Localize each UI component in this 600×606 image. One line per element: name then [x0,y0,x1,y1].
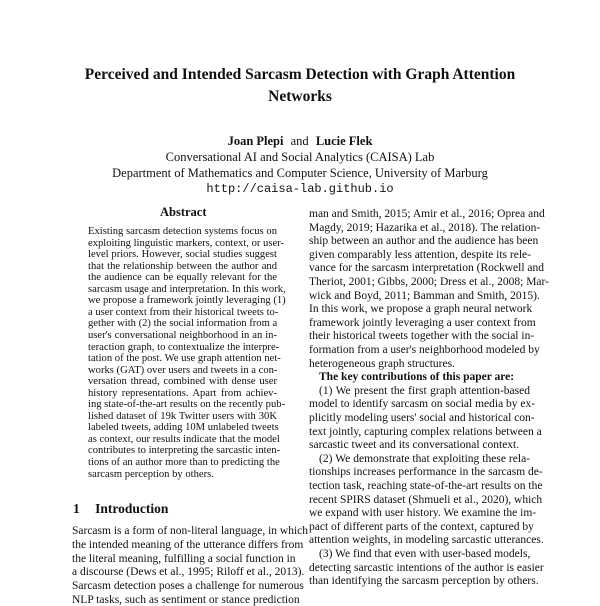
abstract-line: the audience can be equally relevant for the [88,272,277,284]
abstract-line: as context, our results indicate that the model [88,433,280,445]
intro-line: the literal meaning, fulfilling a social function in [72,552,296,565]
body-line: Theriot, 2001; Gibbs, 2000; Dress et al., 2008; Mar- [309,276,549,288]
contributions-heading: The key contributions of this paper are: [319,371,515,384]
body-line: formation from a user's neighborhood modeled by [309,344,540,356]
abstract-line: that the relationship between the author and [88,260,277,272]
contribution-line: tionships increases performance in the sarcasm de- [309,466,543,479]
abstract-heading: Abstract [160,205,207,219]
body-line: man and Smith, 2015; Amir et al., 2016; Oprea and [309,208,545,220]
body-line: vance for the sarcasm interpretation (Rockwell and [309,262,545,275]
contribution-line: than identifying the sarcasm perception by others. [309,575,539,588]
contribution-line: detecting sarcastic intentions of the author is easier [309,561,544,574]
abstract-line: gether with (2) the social information from a [88,318,278,330]
body-line: In this work, we propose a graph neural network [309,303,533,316]
abstract-line: versation thread, combined with dense user [88,376,277,388]
abstract-line: a user context from their historical tweets to- [88,306,279,318]
contribution-line: tection task, reaching state-of-the-art results on the [309,480,543,492]
body-line: given comparably less attention, despite its rele- [309,248,531,261]
contribution-line: (3) We find that even with user-based models, [319,548,531,560]
abstract-line: labeled tweets, adding 10M unlabeled tweets [88,422,279,434]
contribution-line: we expand with user history. We examine the im- [309,507,537,520]
affiliation: Conversational AI and Social Analytics (CAISA) Lab [165,150,435,164]
intro-line: NLP tasks, such as sentiment or stance prediction [72,593,300,606]
authors-and: and [290,134,309,148]
contribution-line: text jointly, capturing complex relations between a [309,425,542,438]
authors [0,134,600,149]
abstract-line: history representations. Apart from achiev- [88,387,277,399]
body-line: ship between an author and the audience has been [309,235,539,248]
abstract-line: ing state-of-the-art results on the recently pub- [88,399,286,411]
section-number: 1 [73,501,80,516]
body-line: heterogeneous graph structures. [309,357,455,370]
contribution-line: (1) We present the first graph attention-based [319,384,530,397]
intro-heading [73,501,168,517]
abstract-line: teraction graph, to contextualize the interpre- [88,341,280,353]
contribution-line: recent SPIRS dataset (Shmueli et al., 2020), which [309,493,543,506]
body-line: wick and Boyd, 2011; Bamman and Smith, 2015). [309,289,540,302]
intro-line: the intended meaning of the utterance differs from [72,538,304,551]
paper-title-line-2: Networks [268,88,332,105]
contribution-line: (2) We demonstrate that exploiting these rela- [319,452,530,465]
abstract-line: exploiting linguistic markers, context, or user- [88,237,285,249]
contribution-line: sarcastic tweet and its conversational context. [309,439,520,452]
intro-line: Sarcasm detection poses a challenge for numerous [72,580,304,592]
body-line: framework jointly leveraging a user context from [309,316,536,329]
body-line: Magdy, 2019; Hazarika et al., 2018). The relation- [309,221,541,234]
abstract-line: tions of an author more than to predicting the [88,457,280,468]
paper-title-line-1: Perceived and Intended Sarcasm Detection with Graph Attention [84,66,516,83]
section-title: Introduction [95,501,169,516]
abstract-line: level priors. However, social studies suggest [88,249,277,261]
abstract-line: sarcasm usage and interpretation. In this work, [88,283,286,295]
abstract-line: sarcasm perception by others. [88,468,214,480]
intro-line: Sarcasm is a form of non-literal language, in which [72,525,308,537]
abstract-line: Existing sarcasm detection systems focus on [88,226,277,237]
abstract-line: contributes to interpreting the sarcastic inten- [88,445,281,457]
url-link[interactable]: http://caisa-lab.github.io [206,182,394,196]
intro-line: a discourse (Dews et al., 1995; Riloff et al., 2013). [72,566,305,579]
author-2: Lucie Flek [315,134,373,148]
body-line: their historical tweets together with the social in- [309,330,535,343]
abstract-line: tation of the post. We use graph attention net- [88,353,281,365]
contribution-line: pact of different parts of the context, captured by [309,520,534,533]
contribution-line: attention weights, in modeling sarcastic utterances. [309,534,544,547]
department: Department of Mathematics and Computer Science, University of Marburg [112,166,488,180]
abstract-line: user's conversational neighborhood in an in- [88,329,277,341]
contribution-line: model to identify sarcasm on social media by ex- [309,398,536,411]
abstract-line: we propose a framework jointly leveraging (1) [88,295,286,307]
abstract-line: lished dataset of 19k Twitter users with 30K [88,410,277,422]
contribution-line: plicitly modeling users' social and historical con- [309,412,535,424]
abstract-line: works (GAT) over users and tweets in a con- [88,364,278,376]
author-1: Joan Plepi [227,134,284,148]
